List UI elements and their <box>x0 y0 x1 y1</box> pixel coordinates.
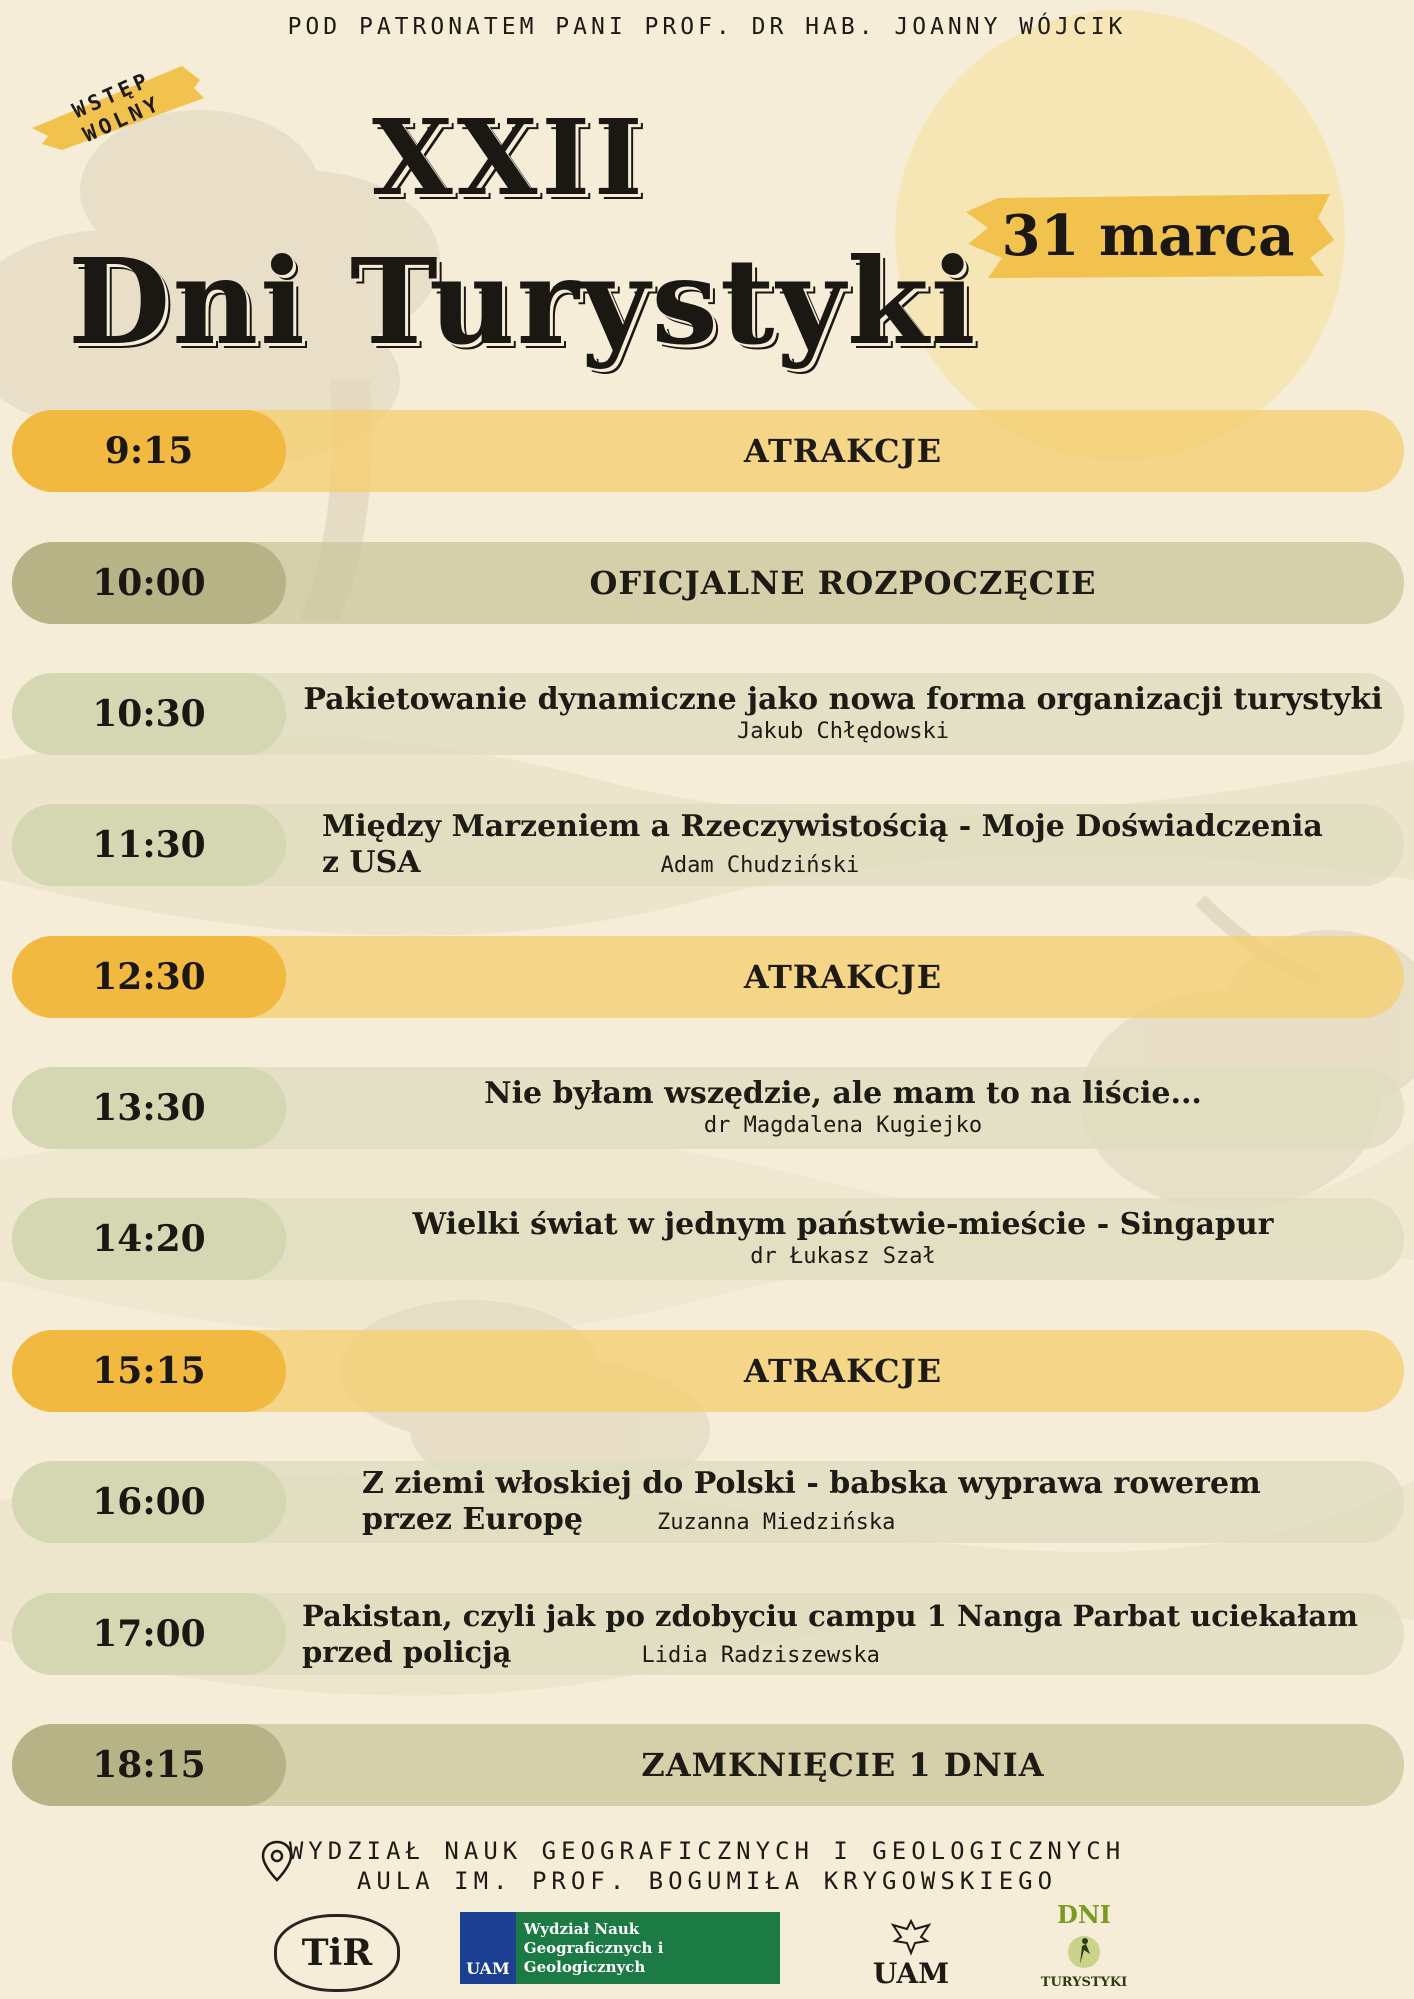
time-pill: 11:30 <box>12 804 286 886</box>
patron-line: POD PATRONATEM PANI PROF. DR HAB. JOANNY WÓJCIK <box>287 14 1127 40</box>
tir-logo: TiR <box>274 1914 400 1992</box>
talk-title-continued: przed policją <box>302 1635 512 1669</box>
uam-eagle-icon: UAM <box>460 1912 516 1984</box>
schedule-row-closing <box>12 1724 1404 1806</box>
talk-title: Pakietowanie dynamiczne jako nowa forma organizacji turystyki <box>303 682 1383 717</box>
event-title: Dni Turystyki <box>68 232 978 371</box>
venue-hall: AULA IM. PROF. BOGUMIŁA KRYGOWSKIEGO <box>356 1867 1058 1895</box>
schedule-row-opening <box>12 542 1404 624</box>
talk-title: Między Marzeniem a Rzeczywistością - Moje Doświadczenia <box>322 809 1323 844</box>
talk-title-continued: przez Europę <box>362 1502 583 1537</box>
session-headline: OFICJALNE ROZPOCZĘCIE <box>589 564 1097 602</box>
time-pill: 15:15 <box>12 1330 286 1412</box>
schedule-row-break <box>12 1330 1404 1412</box>
uam-logo <box>866 1906 956 1990</box>
time-pill: 10:00 <box>12 542 286 624</box>
time-pill: 10:30 <box>12 673 286 755</box>
session-headline: ATRAKCJE <box>743 432 943 470</box>
speaker-name: dr Łukasz Szał <box>750 1244 936 1269</box>
edition-number: XXII <box>372 96 647 219</box>
time-pill: 17:00 <box>12 1593 286 1675</box>
dni-turystyki-logo <box>1040 1900 1128 1990</box>
faculty-logo-text: Wydział Nauk Geograficznych i Geologicznych <box>523 1919 664 1976</box>
date-badge <box>958 188 1338 284</box>
session-headline: ATRAKCJE <box>743 1352 943 1390</box>
sponsor-logos <box>0 1900 1414 1990</box>
talk-title: Nie byłam wszędzie, ale mam to na liście... <box>484 1076 1202 1111</box>
faculty-logo <box>460 1912 780 1984</box>
free-entry-label: WSTĘP WOLNY <box>68 67 166 147</box>
dni-logo-top: DNI <box>1057 1900 1111 1929</box>
time-pill: 14:20 <box>12 1198 286 1280</box>
session-headline: ATRAKCJE <box>743 958 943 996</box>
schedule-row-talk <box>12 1198 1404 1280</box>
speaker-name: Adam Chudziński <box>660 853 860 878</box>
time-pill: 9:15 <box>12 410 286 492</box>
time-pill: 18:15 <box>12 1724 286 1806</box>
venue-info <box>0 1836 1414 1896</box>
speaker-name: Lidia Radziszewska <box>641 1643 880 1668</box>
uam-logo-text: UAM <box>872 1957 950 1990</box>
schedule-row-talk <box>12 673 1404 755</box>
speaker-name: Zuzanna Miedzińska <box>656 1510 896 1535</box>
schedule-row-talk <box>12 1593 1404 1675</box>
hiker-icon <box>1064 1934 1104 1970</box>
schedule-row-talk <box>12 1461 1404 1543</box>
speaker-name: dr Magdalena Kugiejko <box>703 1113 983 1138</box>
event-date: 31 marca <box>1001 203 1295 269</box>
talk-title: Z ziemi włoskiej do Polski - babska wyprawa rowerem <box>362 1466 1261 1501</box>
eagle-icon <box>889 1917 933 1957</box>
schedule-row-break <box>12 936 1404 1018</box>
schedule-row-break <box>12 410 1404 492</box>
dni-logo-bottom: TURYSTYKI <box>1040 1975 1128 1990</box>
time-pill: 12:30 <box>12 936 286 1018</box>
schedule-row-talk <box>12 1067 1404 1149</box>
talk-title: Pakistan, czyli jak po zdobyciu campu 1 Nanga Parbat uciekałam <box>302 1599 1358 1633</box>
talk-title: Wielki świat w jednym państwie-mieście - Singapur <box>412 1207 1274 1242</box>
venue-faculty: WYDZIAŁ NAUK GEOGRAFICZNYCH I GEOLOGICZNYCH <box>288 1837 1126 1865</box>
time-pill: 13:30 <box>12 1067 286 1149</box>
free-entry-badge <box>22 58 212 156</box>
schedule-row-talk <box>12 804 1404 886</box>
speaker-name: Jakub Chłędowski <box>737 719 949 744</box>
session-headline: ZAMKNIĘCIE 1 DNIA <box>641 1746 1045 1784</box>
talk-title-continued: z USA <box>322 845 421 880</box>
time-pill: 16:00 <box>12 1461 286 1543</box>
